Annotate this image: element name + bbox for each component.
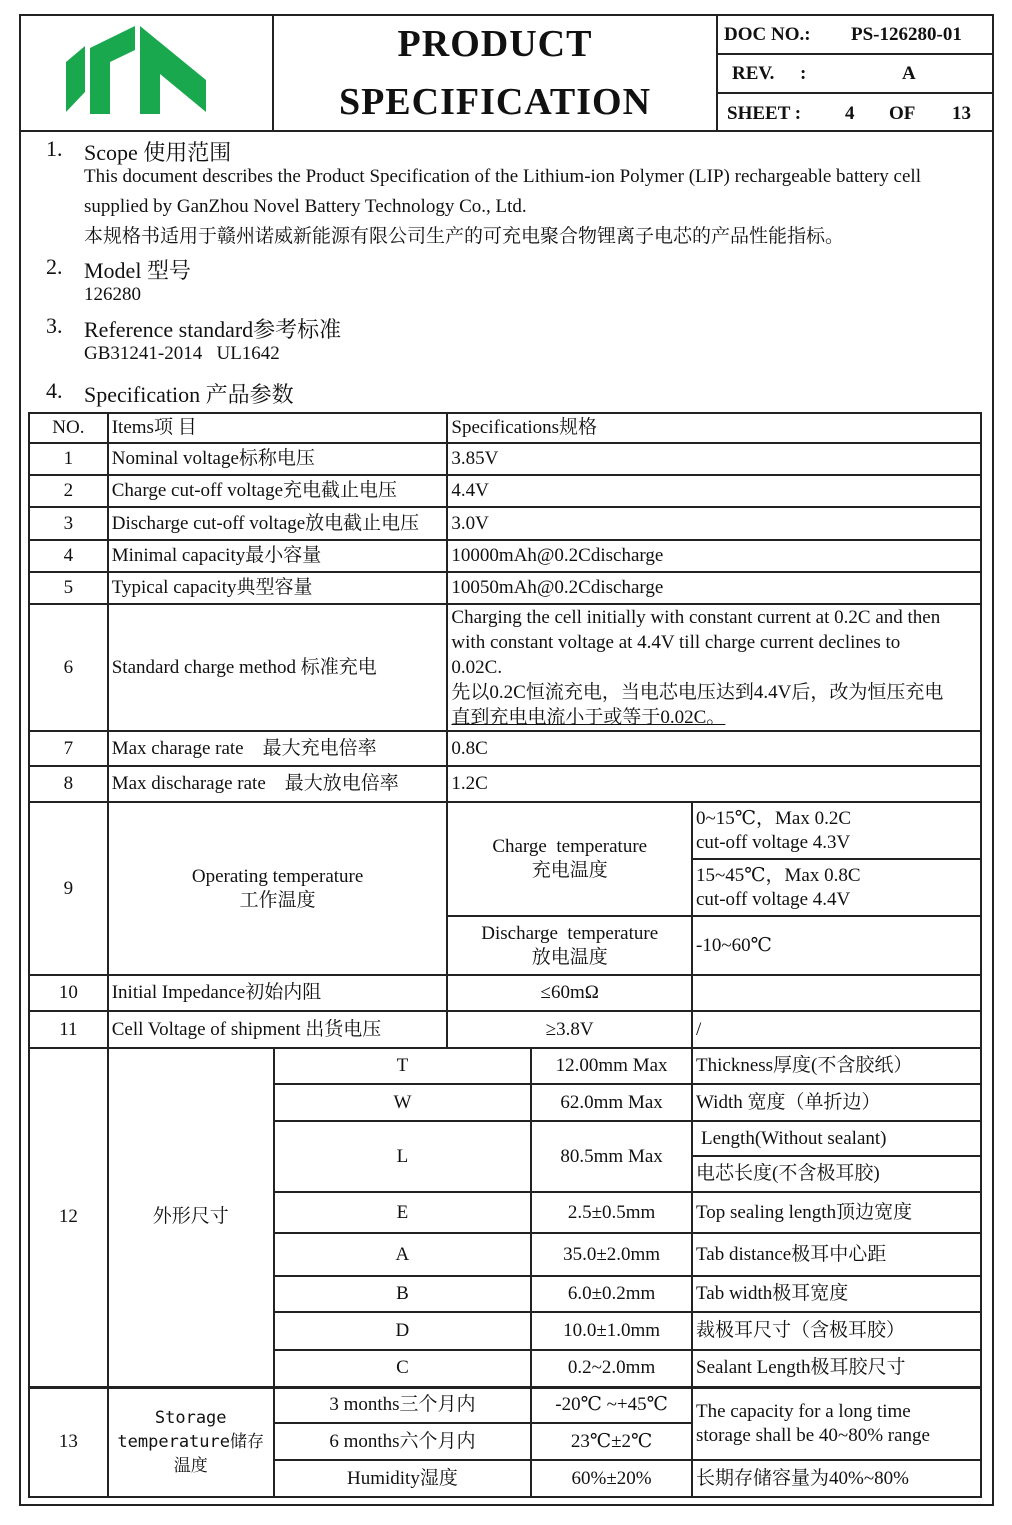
- dim-key: C: [274, 1350, 532, 1387]
- table-row: [29, 475, 981, 507]
- row-note: /: [692, 1011, 981, 1048]
- row-spec: ≥3.8V: [447, 1011, 692, 1048]
- storage-value: 60%±20%: [531, 1460, 692, 1497]
- doc-no-label: DOC NO.:: [724, 24, 811, 45]
- row-no: 1: [29, 443, 108, 475]
- dim-key: A: [274, 1233, 532, 1276]
- row-item: Cell Voltage of shipment 出货电压: [108, 1011, 448, 1048]
- row-item: Discharge cut-off voltage放电截止电压: [108, 507, 448, 540]
- storage-note-cn: 长期存储容量为40%~80%: [692, 1460, 981, 1497]
- dim-desc: Tab width极耳宽度: [692, 1276, 981, 1312]
- row-no: 10: [29, 975, 108, 1011]
- scope-paragraph-line1: This document describes the Product Specification of the Lithium-ion Polymer (LIP) rechargeable battery cell: [84, 166, 921, 187]
- dim-desc: 裁极耳尺寸（含极耳胶）: [692, 1312, 981, 1350]
- row-spec: 3.85V: [447, 443, 981, 475]
- row-no: 6: [29, 604, 108, 731]
- dim-desc: Sealant Length极耳胶尺寸: [692, 1350, 981, 1387]
- row-item: Standard charge method 标准充电: [108, 604, 448, 731]
- header-no: NO.: [29, 413, 108, 443]
- row-item: Max charage rate 最大充电倍率: [108, 731, 448, 766]
- table-row: [29, 1011, 981, 1048]
- charge-method-line4: 先以0.2C恒流充电，当电芯电压达到4.4V后，改为恒压充电: [451, 682, 944, 703]
- charge-range-1-cutoff: cut-off voltage 4.3V: [696, 831, 851, 853]
- table-row: [29, 731, 981, 766]
- charge-method-line5: 直到充电电流小于或等于0.02C。: [451, 707, 726, 728]
- dimension-row: [29, 1048, 981, 1084]
- logo-right-stroke: [140, 26, 206, 114]
- doc-title-line1: PRODUCT: [397, 23, 593, 65]
- operating-temperature-cn: 工作温度: [239, 889, 316, 911]
- row-item: Initial Impedance初始内阻: [108, 975, 448, 1011]
- dim-desc: Thickness厚度(不含胶纸）: [692, 1048, 981, 1084]
- charge-range-1-temp: 0~15℃，Max 0.2C: [696, 807, 852, 829]
- reference-standards: GB31241-2014 UL1642: [84, 343, 280, 364]
- charge-range-1: [692, 802, 981, 859]
- charge-method-line3: 0.02C.: [451, 657, 503, 678]
- header-spec: Specifications规格: [447, 413, 981, 443]
- dim-key: T: [274, 1048, 532, 1084]
- dim-value: 0.2~2.0mm: [531, 1350, 692, 1387]
- charge-range-2-temp: 15~45℃，Max 0.8C: [696, 864, 861, 886]
- scope-paragraph-line2: supplied by GanZhou Novel Battery Technology Co., Ltd.: [84, 196, 527, 217]
- storage-temperature-label: [108, 1387, 274, 1497]
- row-spec: 10000mAh@0.2Cdischarge: [447, 540, 981, 572]
- row-no: 13: [29, 1387, 108, 1497]
- row-no: 5: [29, 572, 108, 604]
- dim-desc: Tab distance极耳中心距: [692, 1233, 981, 1276]
- row-item: Nominal voltage标称电压: [108, 443, 448, 475]
- doc-line-1: [716, 53, 992, 55]
- dim-value: 6.0±0.2mm: [531, 1276, 692, 1312]
- section-1-number: 1.: [46, 136, 63, 161]
- row-item: Max discharage rate 最大放电倍率: [108, 766, 448, 802]
- dim-desc: Length(Without sealant): [692, 1121, 981, 1156]
- sheet-total: 13: [952, 103, 971, 124]
- rev-colon: :: [800, 63, 807, 84]
- row-spec: 0.8C: [447, 731, 981, 766]
- storage-note-line1: The capacity for a long time: [696, 1400, 911, 1422]
- row-item: Charge cut-off voltage充电截止电压: [108, 475, 448, 507]
- table-row: [29, 802, 981, 859]
- table-row: [29, 443, 981, 475]
- table-row: [29, 975, 981, 1011]
- logo-mid-stroke: [90, 26, 135, 114]
- header-bottom-line: [19, 130, 994, 132]
- discharge-temperature-cn: 放电温度: [531, 946, 608, 968]
- company-logo: [60, 22, 210, 117]
- storage-label-line2: temperature储存: [117, 1432, 264, 1453]
- storage-note-line2: storage shall be 40~80% range: [696, 1424, 930, 1446]
- row-item: Minimal capacity最小容量: [108, 540, 448, 572]
- table-row: [29, 572, 981, 604]
- scope-paragraph-line3: 本规格书适用于赣州诺威新能源有限公司生产的可充电聚合物锂离子电芯的产品性能指标。: [84, 226, 845, 247]
- sheet-of: OF: [889, 103, 916, 124]
- specification-table: [28, 412, 982, 1498]
- section-2-title: Model 型号: [84, 258, 191, 283]
- section-3-number: 3.: [46, 313, 63, 338]
- section-2-number: 2.: [46, 254, 63, 279]
- table-row: [29, 540, 981, 572]
- section-4-number: 4.: [46, 378, 63, 403]
- operating-temperature-en: Operating temperature: [191, 865, 364, 887]
- dim-value: 62.0mm Max: [531, 1084, 692, 1121]
- dim-key: W: [274, 1084, 532, 1121]
- dim-value: 35.0±2.0mm: [531, 1233, 692, 1276]
- storage-label-line3: 温度: [173, 1456, 208, 1477]
- dim-desc: Top sealing length顶边宽度: [692, 1192, 981, 1233]
- header-divider-left: [272, 14, 274, 131]
- row-no: 11: [29, 1011, 108, 1048]
- dim-key: D: [274, 1312, 532, 1350]
- dim-value: 80.5mm Max: [531, 1121, 692, 1192]
- row-no: 3: [29, 507, 108, 540]
- rev-value: A: [902, 63, 916, 84]
- discharge-temperature-en: Discharge temperature: [481, 922, 659, 944]
- storage-period: 3 months三个月内: [274, 1387, 532, 1423]
- dim-key: L: [274, 1121, 532, 1192]
- row-spec: 10050mAh@0.2Cdischarge: [447, 572, 981, 604]
- doc-line-2: [716, 92, 992, 94]
- row-note-empty: [692, 975, 981, 1011]
- section-1-title: Scope 使用范围: [84, 140, 232, 165]
- dim-value: 10.0±1.0mm: [531, 1312, 692, 1350]
- section-4-title: Specification 产品参数: [84, 382, 294, 407]
- dim-value: 2.5±0.5mm: [531, 1192, 692, 1233]
- logo-left-stroke: [66, 46, 85, 112]
- row-no: 8: [29, 766, 108, 802]
- dim-desc: Width 宽度（单折边）: [692, 1084, 981, 1121]
- charge-temperature-en: Charge temperature: [492, 836, 648, 857]
- row-no: 12: [29, 1048, 108, 1387]
- row-spec-charge-method: [447, 604, 981, 731]
- sheet-label: SHEET :: [727, 103, 802, 124]
- header-items: Items项 目: [108, 413, 448, 443]
- table-row: [29, 604, 981, 731]
- charge-range-2: [692, 859, 981, 916]
- row-no: 2: [29, 475, 108, 507]
- storage-note: [692, 1387, 981, 1460]
- sheet-number: 4: [845, 103, 855, 124]
- dim-desc: 电芯长度(不含极耳胶): [692, 1156, 981, 1192]
- header-divider-right: [716, 14, 718, 131]
- row-spec: 1.2C: [447, 766, 981, 802]
- charge-temperature-label: [447, 802, 692, 916]
- row-item: Typical capacity典型容量: [108, 572, 448, 604]
- dimensions-label: 外形尺寸: [108, 1048, 274, 1387]
- row-no: 9: [29, 802, 108, 975]
- charge-range-2-cutoff: cut-off voltage 4.4V: [696, 888, 851, 910]
- charge-method-line2: with constant voltage at 4.4V till charge current declines to: [451, 632, 901, 653]
- dim-key: B: [274, 1276, 532, 1312]
- row-spec: ≤60mΩ: [447, 975, 692, 1011]
- storage-label-line1: Storage: [154, 1408, 227, 1429]
- dim-value: 12.00mm Max: [531, 1048, 692, 1084]
- row-spec: 4.4V: [447, 475, 981, 507]
- rev-label: REV.: [732, 63, 775, 84]
- dim-key: E: [274, 1192, 532, 1233]
- storage-row: [29, 1387, 981, 1423]
- storage-value: -20℃ ~+45℃: [531, 1387, 692, 1423]
- storage-period: Humidity湿度: [274, 1460, 532, 1497]
- row-spec: 3.0V: [447, 507, 981, 540]
- row-no: 7: [29, 731, 108, 766]
- table-row: [29, 766, 981, 802]
- storage-period: 6 months六个月内: [274, 1423, 532, 1460]
- charge-temperature-cn: 充电温度: [531, 860, 608, 881]
- discharge-temperature-value: -10~60℃: [692, 916, 981, 975]
- operating-temperature-label: [108, 802, 448, 975]
- table-row: [29, 507, 981, 540]
- discharge-temperature-label: [447, 916, 692, 975]
- charge-method-line1: Charging the cell initially with constant current at 0.2C and then: [451, 607, 941, 628]
- doc-no-value: PS-126280-01: [851, 24, 962, 45]
- storage-value: 23℃±2℃: [531, 1423, 692, 1460]
- section-3-title: Reference standard参考标准: [84, 317, 342, 342]
- doc-title-line2: SPECIFICATION: [338, 81, 652, 123]
- model-value: 126280: [84, 284, 141, 305]
- row-no: 4: [29, 540, 108, 572]
- table-header-row: [29, 413, 981, 443]
